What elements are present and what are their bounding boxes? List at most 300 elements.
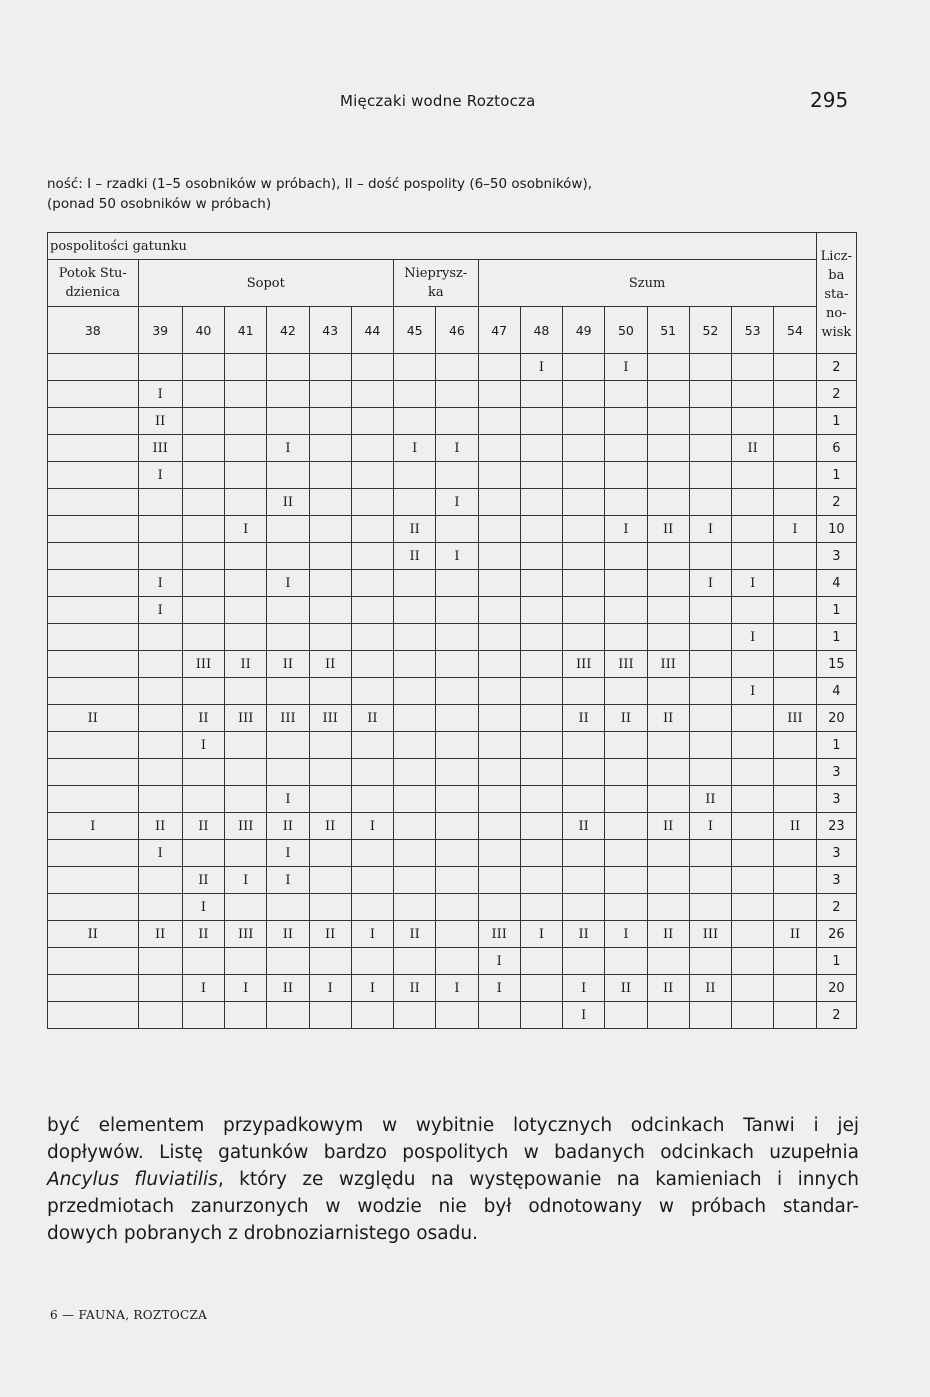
cell-station-46: I bbox=[436, 975, 478, 1002]
cell-station-48 bbox=[520, 1002, 562, 1029]
table-body bbox=[48, 354, 857, 1029]
cell-station-47 bbox=[478, 759, 520, 786]
cell-station-48 bbox=[520, 516, 562, 543]
cell-station-51: II bbox=[647, 921, 689, 948]
species-frequency-table bbox=[47, 232, 857, 1029]
cell-station-45: II bbox=[394, 516, 436, 543]
station-39: 39 bbox=[138, 307, 182, 354]
cell-station-46 bbox=[436, 624, 478, 651]
cell-station-42 bbox=[267, 597, 309, 624]
cell-station-49 bbox=[563, 570, 605, 597]
cell-station-53 bbox=[732, 732, 774, 759]
cell-station-50 bbox=[605, 894, 647, 921]
cell-station-45: I bbox=[394, 435, 436, 462]
cell-station-52 bbox=[689, 759, 731, 786]
cell-station-54 bbox=[774, 624, 816, 651]
cell-station-44 bbox=[351, 462, 393, 489]
station-43: 43 bbox=[309, 307, 351, 354]
body-line-2: dopływów. Listę gatunków bardzo pospolitych w badanych odcinkach uzupełnia bbox=[47, 1142, 859, 1163]
cell-station-47: III bbox=[478, 921, 520, 948]
cell-station-43 bbox=[309, 786, 351, 813]
cell-station-47 bbox=[478, 543, 520, 570]
cell-station-38 bbox=[48, 462, 139, 489]
cell-station-40 bbox=[182, 543, 224, 570]
cell-station-50 bbox=[605, 408, 647, 435]
table-row bbox=[48, 462, 857, 489]
cell-station-45 bbox=[394, 462, 436, 489]
cell-station-41: II bbox=[225, 651, 267, 678]
station-count: 1 bbox=[816, 948, 856, 975]
cell-station-39 bbox=[138, 705, 182, 732]
cell-station-50 bbox=[605, 489, 647, 516]
cell-station-44 bbox=[351, 435, 393, 462]
cell-station-44 bbox=[351, 840, 393, 867]
cell-station-38 bbox=[48, 894, 139, 921]
station-52: 52 bbox=[689, 307, 731, 354]
cell-station-39: II bbox=[138, 813, 182, 840]
cell-station-38 bbox=[48, 732, 139, 759]
running-title: Mięczaki wodne Roztocza bbox=[340, 92, 536, 110]
station-count: 20 bbox=[816, 705, 856, 732]
cell-station-42 bbox=[267, 948, 309, 975]
cell-station-52 bbox=[689, 435, 731, 462]
cell-station-41 bbox=[225, 435, 267, 462]
cell-station-53 bbox=[732, 813, 774, 840]
cell-station-43 bbox=[309, 867, 351, 894]
cell-station-44 bbox=[351, 624, 393, 651]
cell-station-39 bbox=[138, 975, 182, 1002]
cell-station-42 bbox=[267, 462, 309, 489]
cell-station-52: III bbox=[689, 921, 731, 948]
cell-station-52 bbox=[689, 732, 731, 759]
cell-station-40: II bbox=[182, 705, 224, 732]
cell-station-50 bbox=[605, 867, 647, 894]
cell-station-41 bbox=[225, 732, 267, 759]
station-count: 2 bbox=[816, 354, 856, 381]
cell-station-52 bbox=[689, 705, 731, 732]
cell-station-45 bbox=[394, 813, 436, 840]
body-line-4: przedmiotach zanurzonych w wodzie nie był odnotowany w próbach standar- bbox=[47, 1196, 859, 1217]
cell-station-42: II bbox=[267, 921, 309, 948]
cell-station-49 bbox=[563, 948, 605, 975]
cell-station-48 bbox=[520, 462, 562, 489]
cell-station-47 bbox=[478, 516, 520, 543]
cell-station-47: I bbox=[478, 948, 520, 975]
cell-station-41: III bbox=[225, 921, 267, 948]
cell-station-47 bbox=[478, 705, 520, 732]
cell-station-43: II bbox=[309, 813, 351, 840]
cell-station-52 bbox=[689, 678, 731, 705]
cell-station-48 bbox=[520, 489, 562, 516]
cell-station-48 bbox=[520, 678, 562, 705]
cell-station-41 bbox=[225, 597, 267, 624]
cell-station-47 bbox=[478, 408, 520, 435]
cell-station-45 bbox=[394, 381, 436, 408]
cell-station-47 bbox=[478, 1002, 520, 1029]
cell-station-38 bbox=[48, 435, 139, 462]
cell-station-41: III bbox=[225, 705, 267, 732]
table-row bbox=[48, 435, 857, 462]
cell-station-47 bbox=[478, 867, 520, 894]
cell-station-54 bbox=[774, 435, 816, 462]
station-count: 1 bbox=[816, 462, 856, 489]
cell-station-50 bbox=[605, 570, 647, 597]
station-count: 23 bbox=[816, 813, 856, 840]
cell-station-53 bbox=[732, 840, 774, 867]
station-count: 3 bbox=[816, 867, 856, 894]
cell-station-54 bbox=[774, 867, 816, 894]
cell-station-41: I bbox=[225, 516, 267, 543]
cell-station-40 bbox=[182, 381, 224, 408]
cell-station-43 bbox=[309, 1002, 351, 1029]
cell-station-50 bbox=[605, 624, 647, 651]
cell-station-39: III bbox=[138, 435, 182, 462]
cell-station-46 bbox=[436, 1002, 478, 1029]
cell-station-48 bbox=[520, 435, 562, 462]
cell-station-51 bbox=[647, 543, 689, 570]
cell-station-40: I bbox=[182, 732, 224, 759]
cell-station-48 bbox=[520, 570, 562, 597]
cell-station-46 bbox=[436, 354, 478, 381]
cell-station-54 bbox=[774, 975, 816, 1002]
cell-station-47 bbox=[478, 786, 520, 813]
station-count: 3 bbox=[816, 543, 856, 570]
cell-station-43: III bbox=[309, 705, 351, 732]
cell-station-51 bbox=[647, 1002, 689, 1029]
cell-station-51 bbox=[647, 678, 689, 705]
signature-footer: 6 — FAUNA, ROZTOCZA bbox=[50, 1308, 208, 1322]
station-count: 1 bbox=[816, 624, 856, 651]
table-row bbox=[48, 354, 857, 381]
cell-station-39 bbox=[138, 786, 182, 813]
cell-station-39 bbox=[138, 948, 182, 975]
cell-station-53 bbox=[732, 516, 774, 543]
cell-station-53 bbox=[732, 381, 774, 408]
table-row bbox=[48, 948, 857, 975]
cell-station-48 bbox=[520, 894, 562, 921]
cell-station-46 bbox=[436, 894, 478, 921]
cell-station-52 bbox=[689, 408, 731, 435]
cell-station-38 bbox=[48, 354, 139, 381]
page-number: 295 bbox=[810, 88, 849, 112]
cell-station-38 bbox=[48, 570, 139, 597]
cell-station-53 bbox=[732, 759, 774, 786]
cell-station-50 bbox=[605, 597, 647, 624]
cell-station-50 bbox=[605, 381, 647, 408]
cell-station-39 bbox=[138, 624, 182, 651]
table-row bbox=[48, 408, 857, 435]
cell-station-51 bbox=[647, 867, 689, 894]
station-count: 4 bbox=[816, 678, 856, 705]
cell-station-46 bbox=[436, 651, 478, 678]
cell-station-40 bbox=[182, 435, 224, 462]
cell-station-49 bbox=[563, 759, 605, 786]
cell-station-40: II bbox=[182, 867, 224, 894]
cell-station-54: III bbox=[774, 705, 816, 732]
cell-station-44 bbox=[351, 354, 393, 381]
station-count: 15 bbox=[816, 651, 856, 678]
cell-station-44 bbox=[351, 543, 393, 570]
cell-station-48 bbox=[520, 867, 562, 894]
station-count: 1 bbox=[816, 597, 856, 624]
cell-station-51 bbox=[647, 840, 689, 867]
cell-station-51 bbox=[647, 462, 689, 489]
cell-station-40 bbox=[182, 408, 224, 435]
cell-station-40 bbox=[182, 570, 224, 597]
station-40: 40 bbox=[182, 307, 224, 354]
cell-station-43 bbox=[309, 543, 351, 570]
cell-station-51: II bbox=[647, 813, 689, 840]
caption-line-1: ność: I – rzadki (1–5 osobników w próbach), II – dość pospolity (6–50 osobników), bbox=[47, 176, 593, 192]
cell-station-50 bbox=[605, 813, 647, 840]
cell-station-44 bbox=[351, 408, 393, 435]
cell-station-54 bbox=[774, 840, 816, 867]
cell-station-47 bbox=[478, 435, 520, 462]
cell-station-40 bbox=[182, 786, 224, 813]
section-header-0: Potok Stu- dzienica bbox=[48, 260, 139, 307]
station-41: 41 bbox=[225, 307, 267, 354]
cell-station-43 bbox=[309, 624, 351, 651]
cell-station-45 bbox=[394, 894, 436, 921]
cell-station-39 bbox=[138, 543, 182, 570]
cell-station-49 bbox=[563, 840, 605, 867]
cell-station-48 bbox=[520, 975, 562, 1002]
station-number-row bbox=[48, 307, 857, 354]
cell-station-53 bbox=[732, 489, 774, 516]
cell-station-49 bbox=[563, 462, 605, 489]
cell-station-42 bbox=[267, 894, 309, 921]
liczba-stanowisk-header: Licz- ba sta- no- wisk bbox=[816, 233, 856, 354]
cell-station-41 bbox=[225, 678, 267, 705]
cell-station-42 bbox=[267, 1002, 309, 1029]
cell-station-38 bbox=[48, 408, 139, 435]
cell-station-42 bbox=[267, 381, 309, 408]
cell-station-42 bbox=[267, 624, 309, 651]
cell-station-39: I bbox=[138, 381, 182, 408]
cell-station-41 bbox=[225, 759, 267, 786]
cell-station-50 bbox=[605, 543, 647, 570]
cell-station-46 bbox=[436, 867, 478, 894]
cell-station-54 bbox=[774, 408, 816, 435]
group-title: pospolitości gatunku bbox=[48, 233, 817, 260]
cell-station-52: I bbox=[689, 570, 731, 597]
cell-station-49 bbox=[563, 597, 605, 624]
cell-station-44: II bbox=[351, 705, 393, 732]
cell-station-43 bbox=[309, 435, 351, 462]
cell-station-52 bbox=[689, 948, 731, 975]
cell-station-53 bbox=[732, 1002, 774, 1029]
station-count: 4 bbox=[816, 570, 856, 597]
table-row bbox=[48, 381, 857, 408]
cell-station-45 bbox=[394, 678, 436, 705]
cell-station-45 bbox=[394, 570, 436, 597]
cell-station-48 bbox=[520, 408, 562, 435]
cell-station-53 bbox=[732, 354, 774, 381]
cell-station-39 bbox=[138, 894, 182, 921]
cell-station-49 bbox=[563, 408, 605, 435]
cell-station-41 bbox=[225, 381, 267, 408]
cell-station-40 bbox=[182, 462, 224, 489]
cell-station-40 bbox=[182, 840, 224, 867]
cell-station-49 bbox=[563, 543, 605, 570]
station-45: 45 bbox=[394, 307, 436, 354]
cell-station-53 bbox=[732, 543, 774, 570]
cell-station-43: I bbox=[309, 975, 351, 1002]
cell-station-54: II bbox=[774, 813, 816, 840]
cell-station-53 bbox=[732, 462, 774, 489]
cell-station-46 bbox=[436, 570, 478, 597]
cell-station-54 bbox=[774, 462, 816, 489]
cell-station-50 bbox=[605, 1002, 647, 1029]
cell-station-44 bbox=[351, 867, 393, 894]
section-header-1: Sopot bbox=[138, 260, 394, 307]
table-caption bbox=[47, 174, 847, 214]
cell-station-46 bbox=[436, 813, 478, 840]
table-row bbox=[48, 705, 857, 732]
table-row bbox=[48, 759, 857, 786]
cell-station-44: I bbox=[351, 975, 393, 1002]
table-row bbox=[48, 894, 857, 921]
cell-station-38 bbox=[48, 867, 139, 894]
cell-station-49 bbox=[563, 894, 605, 921]
cell-station-45: II bbox=[394, 543, 436, 570]
cell-station-54: I bbox=[774, 516, 816, 543]
station-53: 53 bbox=[732, 307, 774, 354]
cell-station-47 bbox=[478, 570, 520, 597]
cell-station-38 bbox=[48, 624, 139, 651]
cell-station-39 bbox=[138, 489, 182, 516]
cell-station-42 bbox=[267, 543, 309, 570]
cell-station-39 bbox=[138, 759, 182, 786]
cell-station-40 bbox=[182, 948, 224, 975]
cell-station-46 bbox=[436, 705, 478, 732]
cell-station-50: III bbox=[605, 651, 647, 678]
cell-station-48 bbox=[520, 381, 562, 408]
cell-station-48 bbox=[520, 624, 562, 651]
cell-station-38 bbox=[48, 840, 139, 867]
cell-station-52 bbox=[689, 381, 731, 408]
cell-station-47 bbox=[478, 651, 520, 678]
cell-station-50 bbox=[605, 786, 647, 813]
cell-station-52: I bbox=[689, 516, 731, 543]
station-count: 10 bbox=[816, 516, 856, 543]
cell-station-40 bbox=[182, 624, 224, 651]
cell-station-41 bbox=[225, 570, 267, 597]
cell-station-51 bbox=[647, 489, 689, 516]
cell-station-41 bbox=[225, 462, 267, 489]
cell-station-49: I bbox=[563, 1002, 605, 1029]
cell-station-45 bbox=[394, 624, 436, 651]
station-38: 38 bbox=[48, 307, 139, 354]
cell-station-51 bbox=[647, 894, 689, 921]
cell-station-43 bbox=[309, 678, 351, 705]
cell-station-49: II bbox=[563, 813, 605, 840]
cell-station-43 bbox=[309, 570, 351, 597]
cell-station-40 bbox=[182, 516, 224, 543]
cell-station-49 bbox=[563, 867, 605, 894]
cell-station-44 bbox=[351, 489, 393, 516]
cell-station-44: I bbox=[351, 813, 393, 840]
cell-station-45: II bbox=[394, 975, 436, 1002]
cell-station-46 bbox=[436, 732, 478, 759]
cell-station-52 bbox=[689, 651, 731, 678]
cell-station-51 bbox=[647, 354, 689, 381]
cell-station-48 bbox=[520, 705, 562, 732]
table-row bbox=[48, 570, 857, 597]
cell-station-42: I bbox=[267, 435, 309, 462]
cell-station-45 bbox=[394, 597, 436, 624]
cell-station-45 bbox=[394, 1002, 436, 1029]
station-count: 6 bbox=[816, 435, 856, 462]
cell-station-45: II bbox=[394, 921, 436, 948]
cell-station-53: I bbox=[732, 678, 774, 705]
station-42: 42 bbox=[267, 307, 309, 354]
cell-station-38 bbox=[48, 948, 139, 975]
cell-station-54 bbox=[774, 732, 816, 759]
cell-station-48: I bbox=[520, 354, 562, 381]
cell-station-41: I bbox=[225, 975, 267, 1002]
cell-station-41 bbox=[225, 840, 267, 867]
cell-station-45 bbox=[394, 354, 436, 381]
cell-station-50: II bbox=[605, 975, 647, 1002]
station-count: 2 bbox=[816, 381, 856, 408]
station-count: 1 bbox=[816, 732, 856, 759]
cell-station-51 bbox=[647, 408, 689, 435]
cell-station-45 bbox=[394, 867, 436, 894]
cell-station-41 bbox=[225, 894, 267, 921]
cell-station-45 bbox=[394, 948, 436, 975]
station-54: 54 bbox=[774, 307, 816, 354]
cell-station-39: II bbox=[138, 921, 182, 948]
cell-station-46 bbox=[436, 840, 478, 867]
cell-station-47 bbox=[478, 813, 520, 840]
cell-station-50 bbox=[605, 732, 647, 759]
cell-station-54: II bbox=[774, 921, 816, 948]
cell-station-53: I bbox=[732, 624, 774, 651]
cell-station-39: I bbox=[138, 840, 182, 867]
station-50: 50 bbox=[605, 307, 647, 354]
cell-station-50: I bbox=[605, 921, 647, 948]
cell-station-46 bbox=[436, 408, 478, 435]
table-row bbox=[48, 597, 857, 624]
table-row bbox=[48, 543, 857, 570]
cell-station-38 bbox=[48, 651, 139, 678]
cell-station-51 bbox=[647, 948, 689, 975]
cell-station-39 bbox=[138, 354, 182, 381]
cell-station-39 bbox=[138, 678, 182, 705]
cell-station-42: II bbox=[267, 489, 309, 516]
cell-station-42: I bbox=[267, 840, 309, 867]
cell-station-54 bbox=[774, 786, 816, 813]
cell-station-54 bbox=[774, 1002, 816, 1029]
cell-station-43: II bbox=[309, 651, 351, 678]
cell-station-52 bbox=[689, 462, 731, 489]
cell-station-51 bbox=[647, 597, 689, 624]
cell-station-52: II bbox=[689, 786, 731, 813]
cell-station-39 bbox=[138, 651, 182, 678]
cell-station-54 bbox=[774, 948, 816, 975]
cell-station-42: III bbox=[267, 705, 309, 732]
cell-station-44 bbox=[351, 381, 393, 408]
cell-station-50 bbox=[605, 948, 647, 975]
cell-station-40 bbox=[182, 489, 224, 516]
cell-station-39: II bbox=[138, 408, 182, 435]
cell-station-39: I bbox=[138, 597, 182, 624]
cell-station-44 bbox=[351, 678, 393, 705]
cell-station-44 bbox=[351, 597, 393, 624]
table-row bbox=[48, 1002, 857, 1029]
cell-station-44 bbox=[351, 516, 393, 543]
